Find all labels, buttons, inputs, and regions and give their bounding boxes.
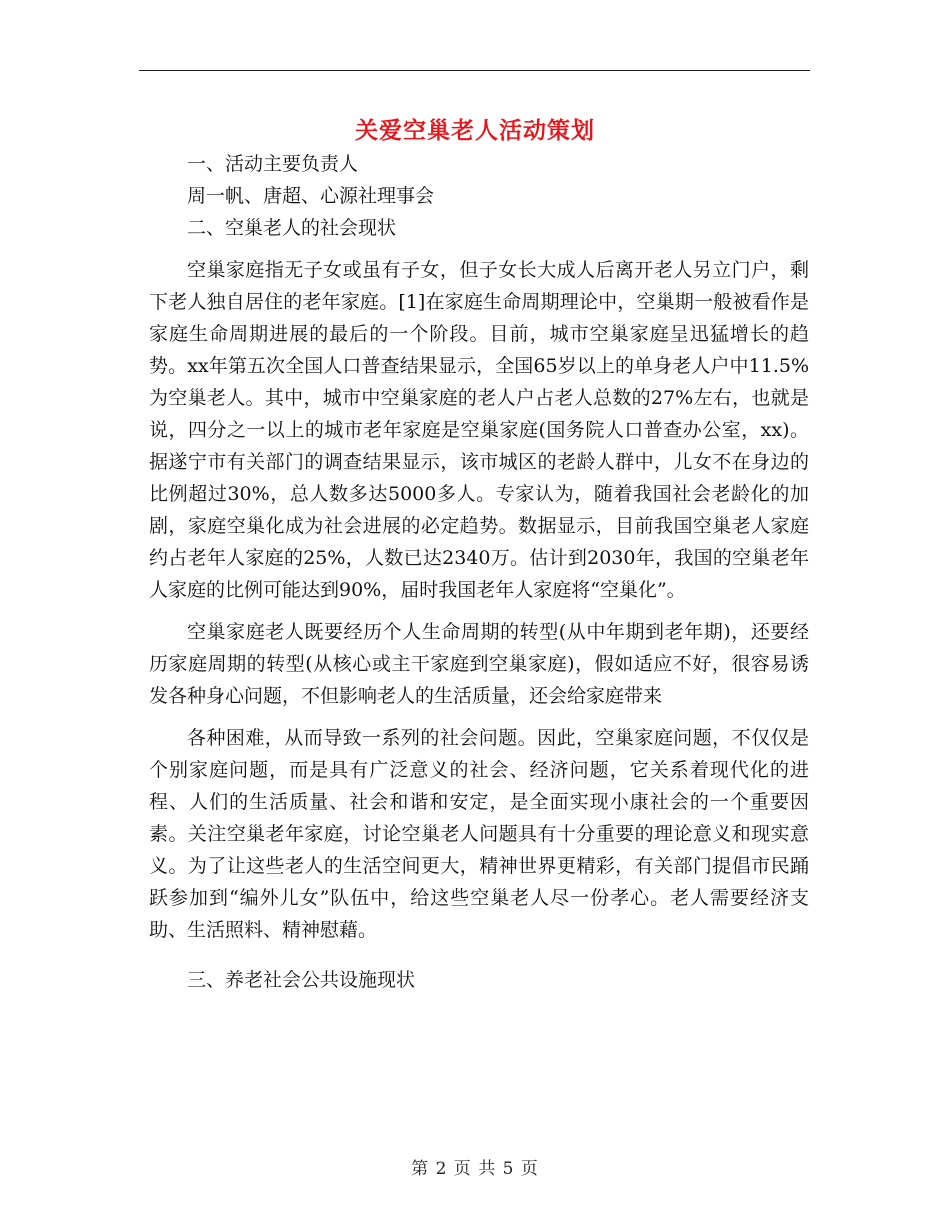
page-number: 第 2 页 共 5 页 (411, 1159, 539, 1179)
body-paragraph: 各种困难，从而导致一系列的社会问题。因此，空巢家庭问题，不仅仅是个别家庭问题，而是具有广泛意义的社会、经济问题，它关系着现代化的进程、人们的生活质量、社会和谐和安定，是全面实现小康社会的一个重要因素。关注空巢老年家庭，讨论空巢老人问题具有十分重要的理论意义和现实意义。为了让这些老人的生活空间更大，精神世界更精彩，有关部门提倡市民踊跃参加到“编外儿女”队伍中，给这些空巢老人尽一份孝心。老人需要经济支助、生活照料、精神慰藉。 (149, 727, 809, 941)
section-heading-1: 一、活动主要负责人 (187, 153, 359, 175)
section-heading-2: 二、空巢老人的社会现状 (187, 217, 397, 239)
responsible-persons: 周一帆、唐超、心源社理事会 (187, 185, 435, 207)
document-title: 关爱空巢老人活动策划 (355, 117, 595, 144)
section-heading-3: 三、养老社会公共设施现状 (187, 969, 416, 991)
body-paragraph: 空巢家庭老人既要经历个人生命周期的转型(从中年期到老年期)，还要经历家庭周期的转型(从核心或主干家庭到空巢家庭)，假如适应不好，很容易诱发各种身心问题，不但影响老人的生活质量，还会给家庭带来 (149, 621, 809, 707)
header-rule (139, 70, 810, 71)
body-paragraph: 空巢家庭指无子女或虽有子女，但子女长大成人后离开老人另立门户，剩下老人独自居住的老年家庭。[1]在家庭生命周期理论中，空巢期一般被看作是家庭生命周期进展的最后的一个阶段。目前，城市空巢家庭呈迅猛增长的趋势。xx年第五次全国人口普查结果显示，全国65岁以上的单身老人户中11.5%为空巢老人。其中，城市中空巢家庭的老人户占老人总数的27%左右，也就是说，四分之一以上的城市老年家庭是空巢家庭(国务院人口普查办公室，xx)。据遂宁市有关部门的调查结果显示，该市城区的老龄人群中，儿女不在身边的比例超过30%，总人数多达5000多人。专家认为，随着我国社会老龄化的加剧，家庭空巢化成为社会进展的必定趋势。数据显示，目前我国空巢老人家庭约占老年人家庭的25%，人数已达2340万。估计到2030年，我国的空巢老年人家庭的比例可能达到90%，届时我国老年人家庭将“空巢化”。 (149, 259, 809, 601)
document-body (149, 148, 809, 996)
